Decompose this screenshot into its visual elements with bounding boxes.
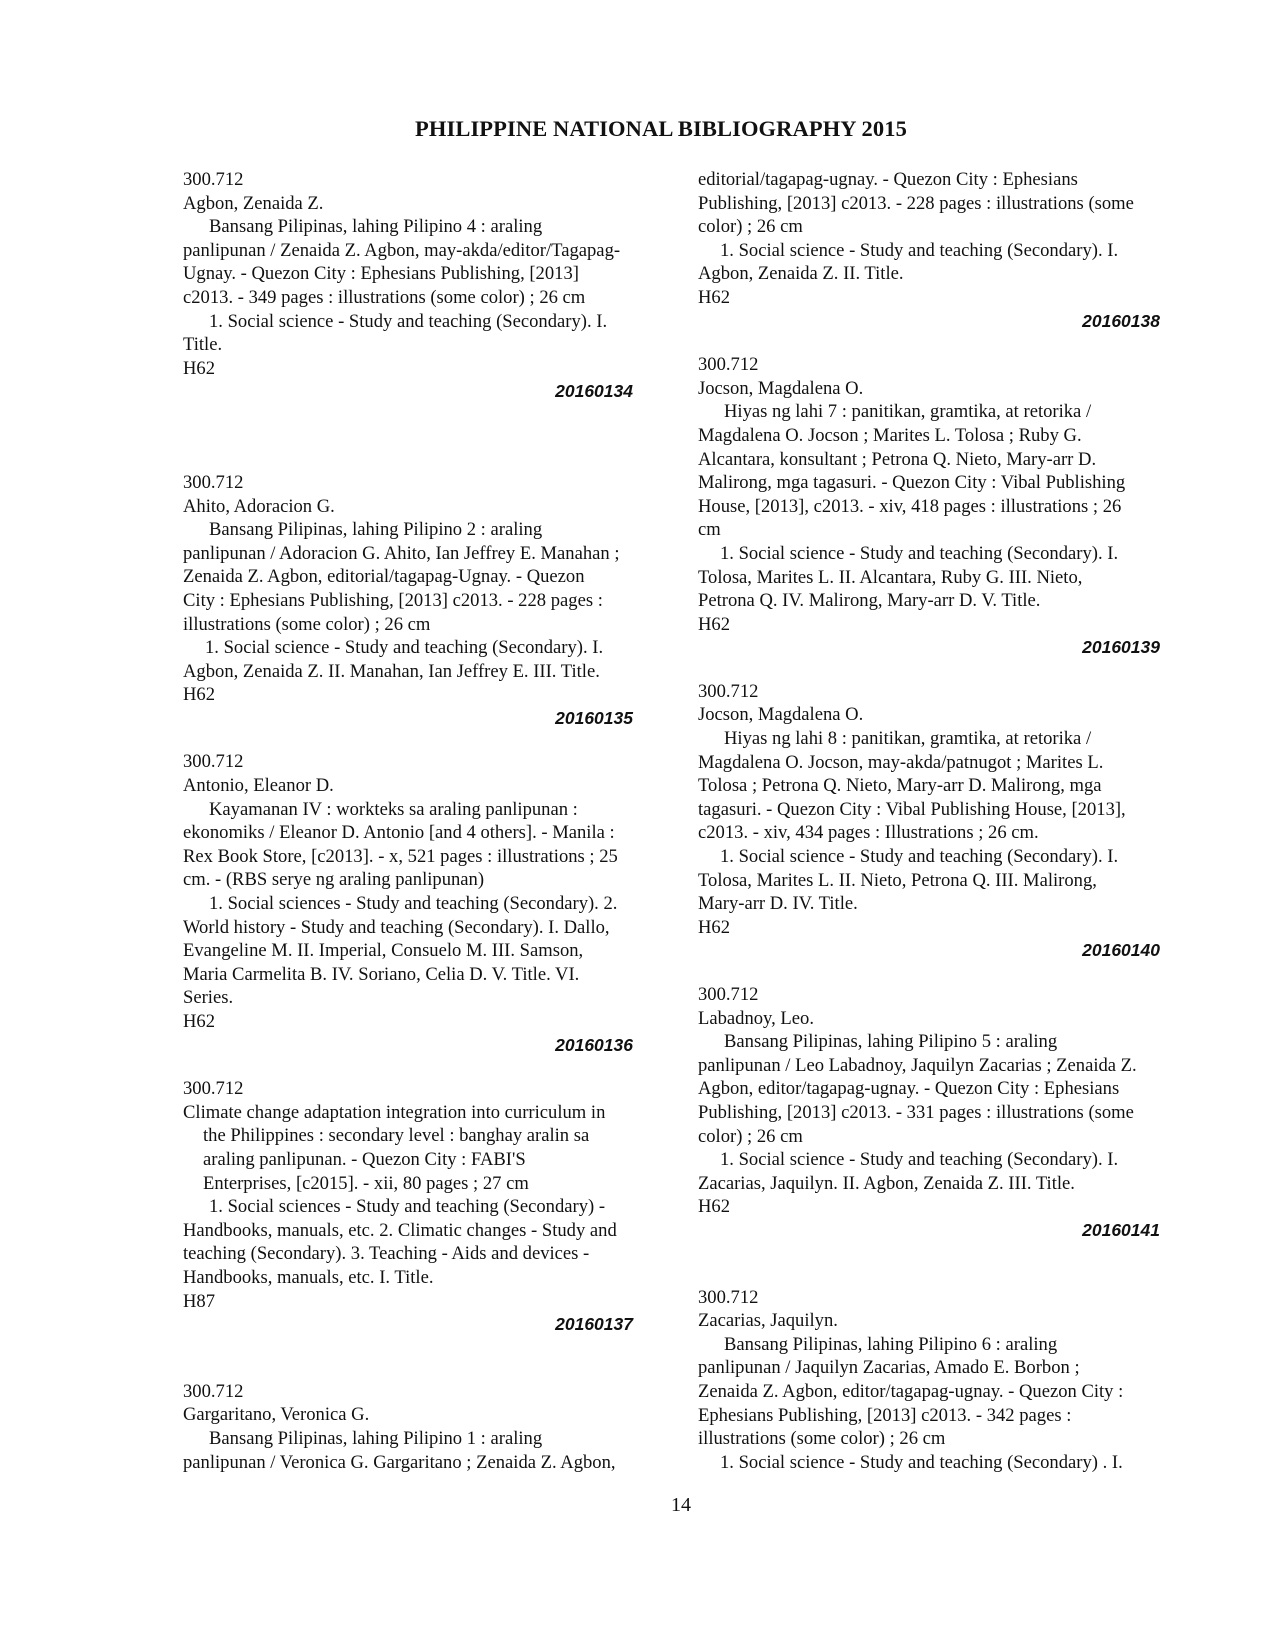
subject-line: Handbooks, manuals, etc. I. Title.: [183, 1266, 434, 1288]
author: Agbon, Zenaida Z.: [183, 192, 324, 214]
description-line: Bansang Pilipinas, lahing Pilipino 1 : araling: [209, 1427, 543, 1449]
description-line: House, [2013], c2013. - xiv, 418 pages : illustrations ; 26: [698, 495, 1122, 517]
accession-number: 20160134: [555, 381, 633, 402]
description-line: Kayamanan IV : workteks sa araling panlipunan :: [209, 798, 578, 820]
author: Jocson, Magdalena O.: [698, 704, 864, 726]
location-code: H62: [698, 1196, 731, 1218]
accession-number: 20160136: [555, 1034, 633, 1055]
subject-line: 1. Social science - Study and teaching (Secondary). I.: [720, 846, 1119, 868]
subject-line: Agbon, Zenaida Z. II. Title.: [698, 263, 904, 285]
description-line: panlipunan / Leo Labadnoy, Jaquilyn Zacarias ; Zenaida Z.: [698, 1054, 1137, 1076]
description-line: c2013. - xiv, 434 pages : Illustrations ; 26 cm.: [698, 822, 1039, 844]
location-code: H62: [698, 613, 731, 635]
class-number: 300.712: [698, 1286, 759, 1308]
subject-line: Tolosa, Marites L. II. Nieto, Petrona Q. III. Malirong,: [698, 869, 1097, 891]
class-number: 300.712: [698, 984, 759, 1005]
description-line: illustrations (some color) ; 26 cm: [698, 1428, 946, 1450]
subject-line: 1. Social science - Study and teaching (Secondary). I.: [720, 239, 1119, 261]
description-line: panlipunan / Adoracion G. Ahito, Ian Jeffrey E. Manahan ;: [183, 542, 620, 564]
description-line: Bansang Pilipinas, lahing Pilipino 2 : araling: [209, 519, 543, 541]
left-column: [183, 168, 661, 1474]
location-code: H62: [183, 357, 216, 379]
catalog-entry: [183, 750, 661, 1057]
description-line: Agbon, editor/tagapag-ugnay. - Quezon City : Ephesians: [698, 1078, 1120, 1100]
accession-number: 20160141: [1082, 1219, 1160, 1240]
description-line: araling panlipunan. - Quezon City : FABI'S: [203, 1148, 526, 1170]
subject-line: Zacarias, Jaquilyn. II. Agbon, Zenaida Z. III. Title.: [698, 1172, 1075, 1194]
accession-number: 20160135: [555, 707, 633, 728]
class-number: 300.712: [183, 751, 244, 773]
author: Gargaritano, Veronica G.: [183, 1404, 370, 1426]
class-number: 300.712: [183, 1380, 244, 1402]
description-line: panlipunan / Zenaida Z. Agbon, may-akda/editor/Tagapag-: [183, 239, 621, 261]
class-number: 300.712: [183, 1078, 244, 1100]
subject-line: 1. Social science - Study and teaching (Secondary). I.: [205, 637, 604, 659]
description-line: Rex Book Store, [c2013]. - x, 521 pages : illustrations ; 25: [183, 845, 618, 867]
subject-line: Agbon, Zenaida Z. II. Manahan, Ian Jeffrey E. III. Title.: [183, 660, 600, 682]
subject-line: Maria Carmelita B. IV. Soriano, Celia D. V. Title. VI.: [183, 963, 580, 985]
description-line: Zenaida Z. Agbon, editorial/tagapag-Ugnay. - Quezon: [183, 566, 585, 588]
catalog-entry: [698, 983, 1188, 1243]
description-line: illustrations (some color) ; 26 cm: [183, 613, 431, 635]
catalog-entry-continued: [698, 168, 1188, 333]
description-line: tagasuri. - Quezon City : Vibal Publishing House, [2013],: [698, 798, 1126, 820]
description-line: Hiyas ng lahi 8 : panitikan, gramtika, at retorika /: [724, 728, 1092, 750]
catalog-entry: [183, 1077, 661, 1337]
author: Zacarias, Jaquilyn.: [698, 1310, 838, 1332]
subject-line: Tolosa, Marites L. II. Alcantara, Ruby G. III. Nieto,: [698, 566, 1083, 588]
description-line: Hiyas ng lahi 7 : panitikan, gramtika, at retorika /: [724, 401, 1092, 423]
subject-line: Evangeline M. II. Imperial, Consuelo M. III. Samson,: [183, 940, 584, 962]
author: Antonio, Eleanor D.: [183, 775, 334, 797]
location-code: H62: [698, 286, 731, 308]
location-code: H62: [183, 1011, 216, 1032]
description-line: Alcantara, konsultant ; Petrona Q. Nieto, Mary-arr D.: [698, 448, 1097, 470]
accession-number: 20160137: [555, 1314, 633, 1335]
catalog-entry: [183, 471, 661, 731]
page-number: 14: [671, 1494, 691, 1516]
subject-line: Handbooks, manuals, etc. 2. Climatic changes - Study and: [183, 1219, 617, 1241]
subject-line: Title.: [183, 334, 223, 356]
description-line: Bansang Pilipinas, lahing Pilipino 4 : araling: [209, 216, 543, 238]
author: Ahito, Adoracion G.: [183, 495, 335, 517]
subject-line: 1. Social sciences - Study and teaching (Secondary). 2.: [209, 893, 618, 915]
author: Labadnoy, Leo.: [698, 1007, 814, 1029]
class-number: 300.712: [183, 471, 244, 493]
catalog-entry: [698, 1286, 1188, 1475]
description-line: panlipunan / Jaquilyn Zacarias, Amado E. Borbon ;: [698, 1357, 1080, 1379]
catalog-entry: [183, 1380, 661, 1474]
catalog-entry: [698, 353, 1188, 660]
description-line: color) ; 26 cm: [698, 1125, 803, 1147]
class-number: 300.712: [183, 169, 244, 190]
description-line: Magdalena O. Jocson, may-akda/patnugot ; Marites L.: [698, 751, 1104, 773]
description-line: the Philippines : secondary level : banghay aralin sa: [203, 1125, 590, 1147]
description-line: panlipunan / Veronica G. Gargaritano ; Zenaida Z. Agbon,: [183, 1451, 616, 1473]
location-code: H87: [183, 1290, 216, 1312]
class-number: 300.712: [698, 354, 759, 376]
description-line: Publishing, [2013] c2013. - 331 pages : illustrations (some: [698, 1101, 1134, 1123]
accession-number: 20160138: [1082, 310, 1160, 331]
description-line: color) ; 26 cm: [698, 216, 803, 238]
subject-line: 1. Social sciences - Study and teaching (Secondary) -: [209, 1196, 606, 1218]
description-line: Ugnay. - Quezon City : Ephesians Publishing, [2013]: [183, 263, 579, 285]
description-line: c2013. - 349 pages : illustrations (some color) ; 26 cm: [183, 286, 586, 308]
description-line: Malirong, mga tagasuri. - Quezon City : Vibal Publishing: [698, 472, 1126, 494]
description-line: cm. - (RBS serye ng araling panlipunan): [183, 869, 485, 891]
subject-line: Series.: [183, 987, 234, 1009]
subject-line: 1. Social science - Study and teaching (Secondary). I.: [720, 542, 1119, 564]
right-column: [698, 168, 1188, 1474]
description-line: Publishing, [2013] c2013. - 228 pages : illustrations (some: [698, 192, 1134, 214]
description-line: Enterprises, [c2015]. - xii, 80 pages ; 27 cm: [203, 1172, 529, 1194]
description-line: Magdalena O. Jocson ; Marites L. Tolosa ; Ruby G.: [698, 424, 1082, 446]
author: Jocson, Magdalena O.: [698, 377, 864, 399]
description-line: Ephesians Publishing, [2013] c2013. - 342 pages :: [698, 1404, 1072, 1426]
description-line: City : Ephesians Publishing, [2013] c2013. - 228 pages :: [183, 589, 603, 611]
location-code: H62: [183, 684, 216, 706]
page-title: PHILIPPINE NATIONAL BIBLIOGRAPHY 2015: [415, 116, 907, 141]
subject-line: 1. Social science - Study and teaching (Secondary) . I.: [720, 1451, 1123, 1473]
description-line: Zenaida Z. Agbon, editor/tagapag-ugnay. - Quezon City :: [698, 1380, 1124, 1402]
subject-line: 1. Social science - Study and teaching (Secondary). I.: [209, 310, 608, 332]
catalog-entry: [698, 680, 1188, 963]
accession-number: 20160140: [1082, 940, 1160, 961]
accession-number: 20160139: [1082, 637, 1160, 658]
location-code: H62: [698, 916, 731, 938]
subject-line: World history - Study and teaching (Secondary). I. Dallo,: [183, 916, 610, 938]
title-main: Climate change adaptation integration into curriculum in: [183, 1101, 606, 1123]
class-number: 300.712: [698, 680, 759, 702]
subject-line: 1. Social science - Study and teaching (Secondary). I.: [720, 1149, 1119, 1171]
catalog-entry: [183, 168, 661, 404]
description-line: Tolosa ; Petrona Q. Nieto, Mary-arr D. Malirong, mga: [698, 775, 1102, 797]
subject-line: teaching (Secondary). 3. Teaching - Aids and devices -: [183, 1243, 590, 1265]
subject-line: Petrona Q. IV. Malirong, Mary-arr D. V. Title.: [698, 590, 1041, 612]
description-line: cm: [698, 519, 721, 541]
description-line: editorial/tagapag-ugnay. - Quezon City : Ephesians: [698, 169, 1078, 190]
description-line: Bansang Pilipinas, lahing Pilipino 5 : araling: [724, 1031, 1058, 1053]
description-line: Bansang Pilipinas, lahing Pilipino 6 : araling: [724, 1333, 1058, 1355]
description-line: ekonomiks / Eleanor D. Antonio [and 4 others]. - Manila :: [183, 822, 615, 844]
subject-line: Mary-arr D. IV. Title.: [698, 893, 858, 915]
